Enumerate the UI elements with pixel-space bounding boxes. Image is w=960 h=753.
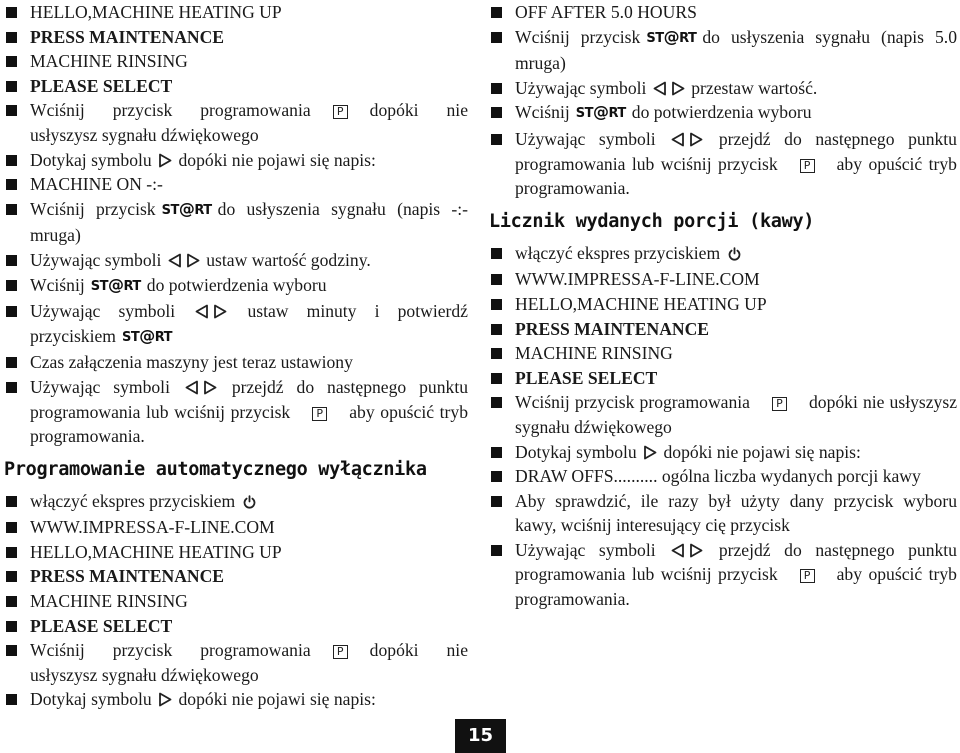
bullet-icon: [491, 248, 502, 259]
bullet-icon: [6, 155, 17, 166]
bullet-icon: [6, 306, 17, 317]
list-item: HELLO,MACHINE HEATING UP: [491, 292, 957, 317]
p-button-icon: P: [772, 397, 787, 411]
bullet-icon: [491, 134, 502, 145]
list-item: Używając symboli przejdź do następnego punktu programowania lub wciśnij przycisk P aby opuścić tryb programowania.: [491, 127, 957, 201]
list-item: MACHINE ON -:-: [6, 172, 468, 197]
power-icon: [243, 491, 256, 516]
list-item: PRESS MAINTENANCE: [6, 564, 468, 589]
page-number: 15: [455, 719, 506, 753]
start-button-icon: ST@RT: [121, 325, 173, 345]
list-item: MACHINE RINSING: [6, 589, 468, 614]
list-item: PRESS MAINTENANCE: [6, 25, 468, 50]
list-item: OFF AFTER 5.0 HOURS: [491, 0, 957, 25]
right-triangle-icon: [213, 304, 227, 319]
right-triangle-icon: [186, 253, 200, 268]
left-triangle-icon: [195, 304, 209, 319]
p-button-icon: P: [800, 159, 815, 173]
p-button-icon: P: [333, 645, 348, 659]
bullet-icon: [491, 299, 502, 310]
right-list-bottom: [491, 241, 957, 612]
list-item: Aby sprawdzić, ile razy był użyty dany przycisk wyboru kawy, wciśnij interesujący cię przycisk: [491, 489, 957, 538]
left-column: [6, 0, 468, 712]
p-button-icon: P: [312, 407, 327, 421]
list-item: Wciśnij przycisk programowania P dopóki nie usłyszysz sygnału dźwiękowego: [6, 98, 468, 147]
bullet-icon: [6, 382, 17, 393]
left-list-bottom: [6, 489, 468, 712]
p-button-icon: P: [333, 105, 348, 119]
list-item: MACHINE RINSING: [491, 341, 957, 366]
section-heading: Programowanie automatycznego wyłącznika: [4, 458, 427, 480]
list-item: włączyć ekspres przyciskiem: [491, 241, 957, 268]
bullet-icon: [6, 645, 17, 656]
bullet-icon: [6, 522, 17, 533]
bullet-icon: [6, 496, 17, 507]
list-item: Wciśnij ST@RT do potwierdzenia wyboru: [491, 100, 957, 127]
bullet-icon: [491, 348, 502, 359]
bullet-icon: [491, 32, 502, 43]
right-list-top: [491, 0, 957, 201]
list-item: włączyć ekspres przyciskiem: [6, 489, 468, 516]
bullet-icon: [6, 56, 17, 67]
bullet-icon: [491, 471, 502, 482]
bullet-icon: [491, 447, 502, 458]
list-item: PLEASE SELECT: [6, 74, 468, 99]
p-button-icon: P: [800, 569, 815, 583]
bullet-icon: [491, 7, 502, 18]
list-item: Wciśnij przycisk ST@RT do usłyszenia sygnału (napis -:- mruga): [6, 197, 468, 248]
bullet-icon: [491, 83, 502, 94]
start-button-icon: ST@RT: [646, 26, 697, 46]
start-button-icon: ST@RT: [90, 274, 141, 294]
section-heading: Licznik wydanych porcji (kawy): [489, 210, 815, 232]
bullet-icon: [6, 694, 17, 705]
list-item: Używając symboli przejdź do następnego punktu programowania lub wciśnij przycisk P aby opuścić tryb programowania.: [6, 375, 468, 449]
bullet-icon: [6, 255, 17, 266]
bullet-icon: [6, 596, 17, 607]
right-triangle-icon: [643, 445, 657, 460]
bullet-icon: [6, 357, 17, 368]
list-item: PLEASE SELECT: [6, 614, 468, 639]
list-item: Używając symboli przejdź do następnego punktu programowania lub wciśnij przycisk P aby opuścić tryb programowania.: [491, 538, 957, 612]
bullet-icon: [491, 496, 502, 507]
left-triangle-icon: [671, 132, 685, 147]
bullet-icon: [6, 32, 17, 43]
list-item: Czas załączenia maszyny jest teraz ustawiony: [6, 350, 468, 375]
bullet-icon: [6, 81, 17, 92]
right-triangle-icon: [158, 692, 172, 707]
right-triangle-icon: [689, 132, 703, 147]
left-triangle-icon: [671, 543, 685, 558]
right-triangle-icon: [203, 380, 217, 395]
left-triangle-icon: [168, 253, 182, 268]
list-item: Używając symboli ustaw wartość godziny.: [6, 248, 468, 273]
bullet-icon: [6, 547, 17, 558]
bullet-icon: [6, 179, 17, 190]
list-item: Używając symboli ustaw minuty i potwierdź przyciskiem ST@RT: [6, 299, 468, 350]
right-triangle-icon: [689, 543, 703, 558]
list-item: HELLO,MACHINE HEATING UP: [6, 540, 468, 565]
right-triangle-icon: [158, 153, 172, 168]
list-item: WWW.IMPRESSA-F-LINE.COM: [6, 515, 468, 540]
right-triangle-icon: [671, 81, 685, 96]
bullet-icon: [491, 545, 502, 556]
list-item: Wciśnij przycisk ST@RT do usłyszenia sygnału (napis 5.0 mruga): [491, 25, 957, 76]
list-item: Używając symboli przestaw wartość.: [491, 76, 957, 101]
bullet-icon: [491, 373, 502, 384]
power-icon: [728, 243, 741, 268]
bullet-icon: [491, 397, 502, 408]
bullet-icon: [6, 105, 17, 116]
start-button-icon: ST@RT: [575, 102, 626, 122]
list-item: Wciśnij ST@RT do potwierdzenia wyboru: [6, 273, 468, 300]
bullet-icon: [6, 7, 17, 18]
list-item: Dotykaj symbolu dopóki nie pojawi się napis:: [6, 148, 468, 173]
bullet-icon: [6, 204, 17, 215]
bullet-icon: [491, 274, 502, 285]
left-list-top: [6, 0, 468, 449]
list-item: Wciśnij przycisk programowania P dopóki nie usłyszysz sygnału dźwiękowego: [491, 390, 957, 439]
bullet-icon: [6, 280, 17, 291]
bullet-icon: [6, 621, 17, 632]
list-item: PRESS MAINTENANCE: [491, 317, 957, 342]
list-item: Wciśnij przycisk programowania P dopóki nie usłyszysz sygnału dźwiękowego: [6, 638, 468, 687]
right-column: [491, 0, 957, 612]
list-item: PLEASE SELECT: [491, 366, 957, 391]
left-triangle-icon: [185, 380, 199, 395]
list-item: DRAW OFFS.......... ogólna liczba wydanych porcji kawy: [491, 464, 957, 489]
bullet-icon: [491, 324, 502, 335]
bullet-icon: [491, 107, 502, 118]
list-item: HELLO,MACHINE HEATING UP: [6, 0, 468, 25]
bullet-icon: [6, 571, 17, 582]
left-triangle-icon: [653, 81, 667, 96]
start-button-icon: ST@RT: [161, 198, 212, 218]
list-item: WWW.IMPRESSA-F-LINE.COM: [491, 267, 957, 292]
list-item: Dotykaj symbolu dopóki nie pojawi się napis:: [491, 440, 957, 465]
list-item: MACHINE RINSING: [6, 49, 468, 74]
list-item: Dotykaj symbolu dopóki nie pojawi się napis:: [6, 687, 468, 712]
